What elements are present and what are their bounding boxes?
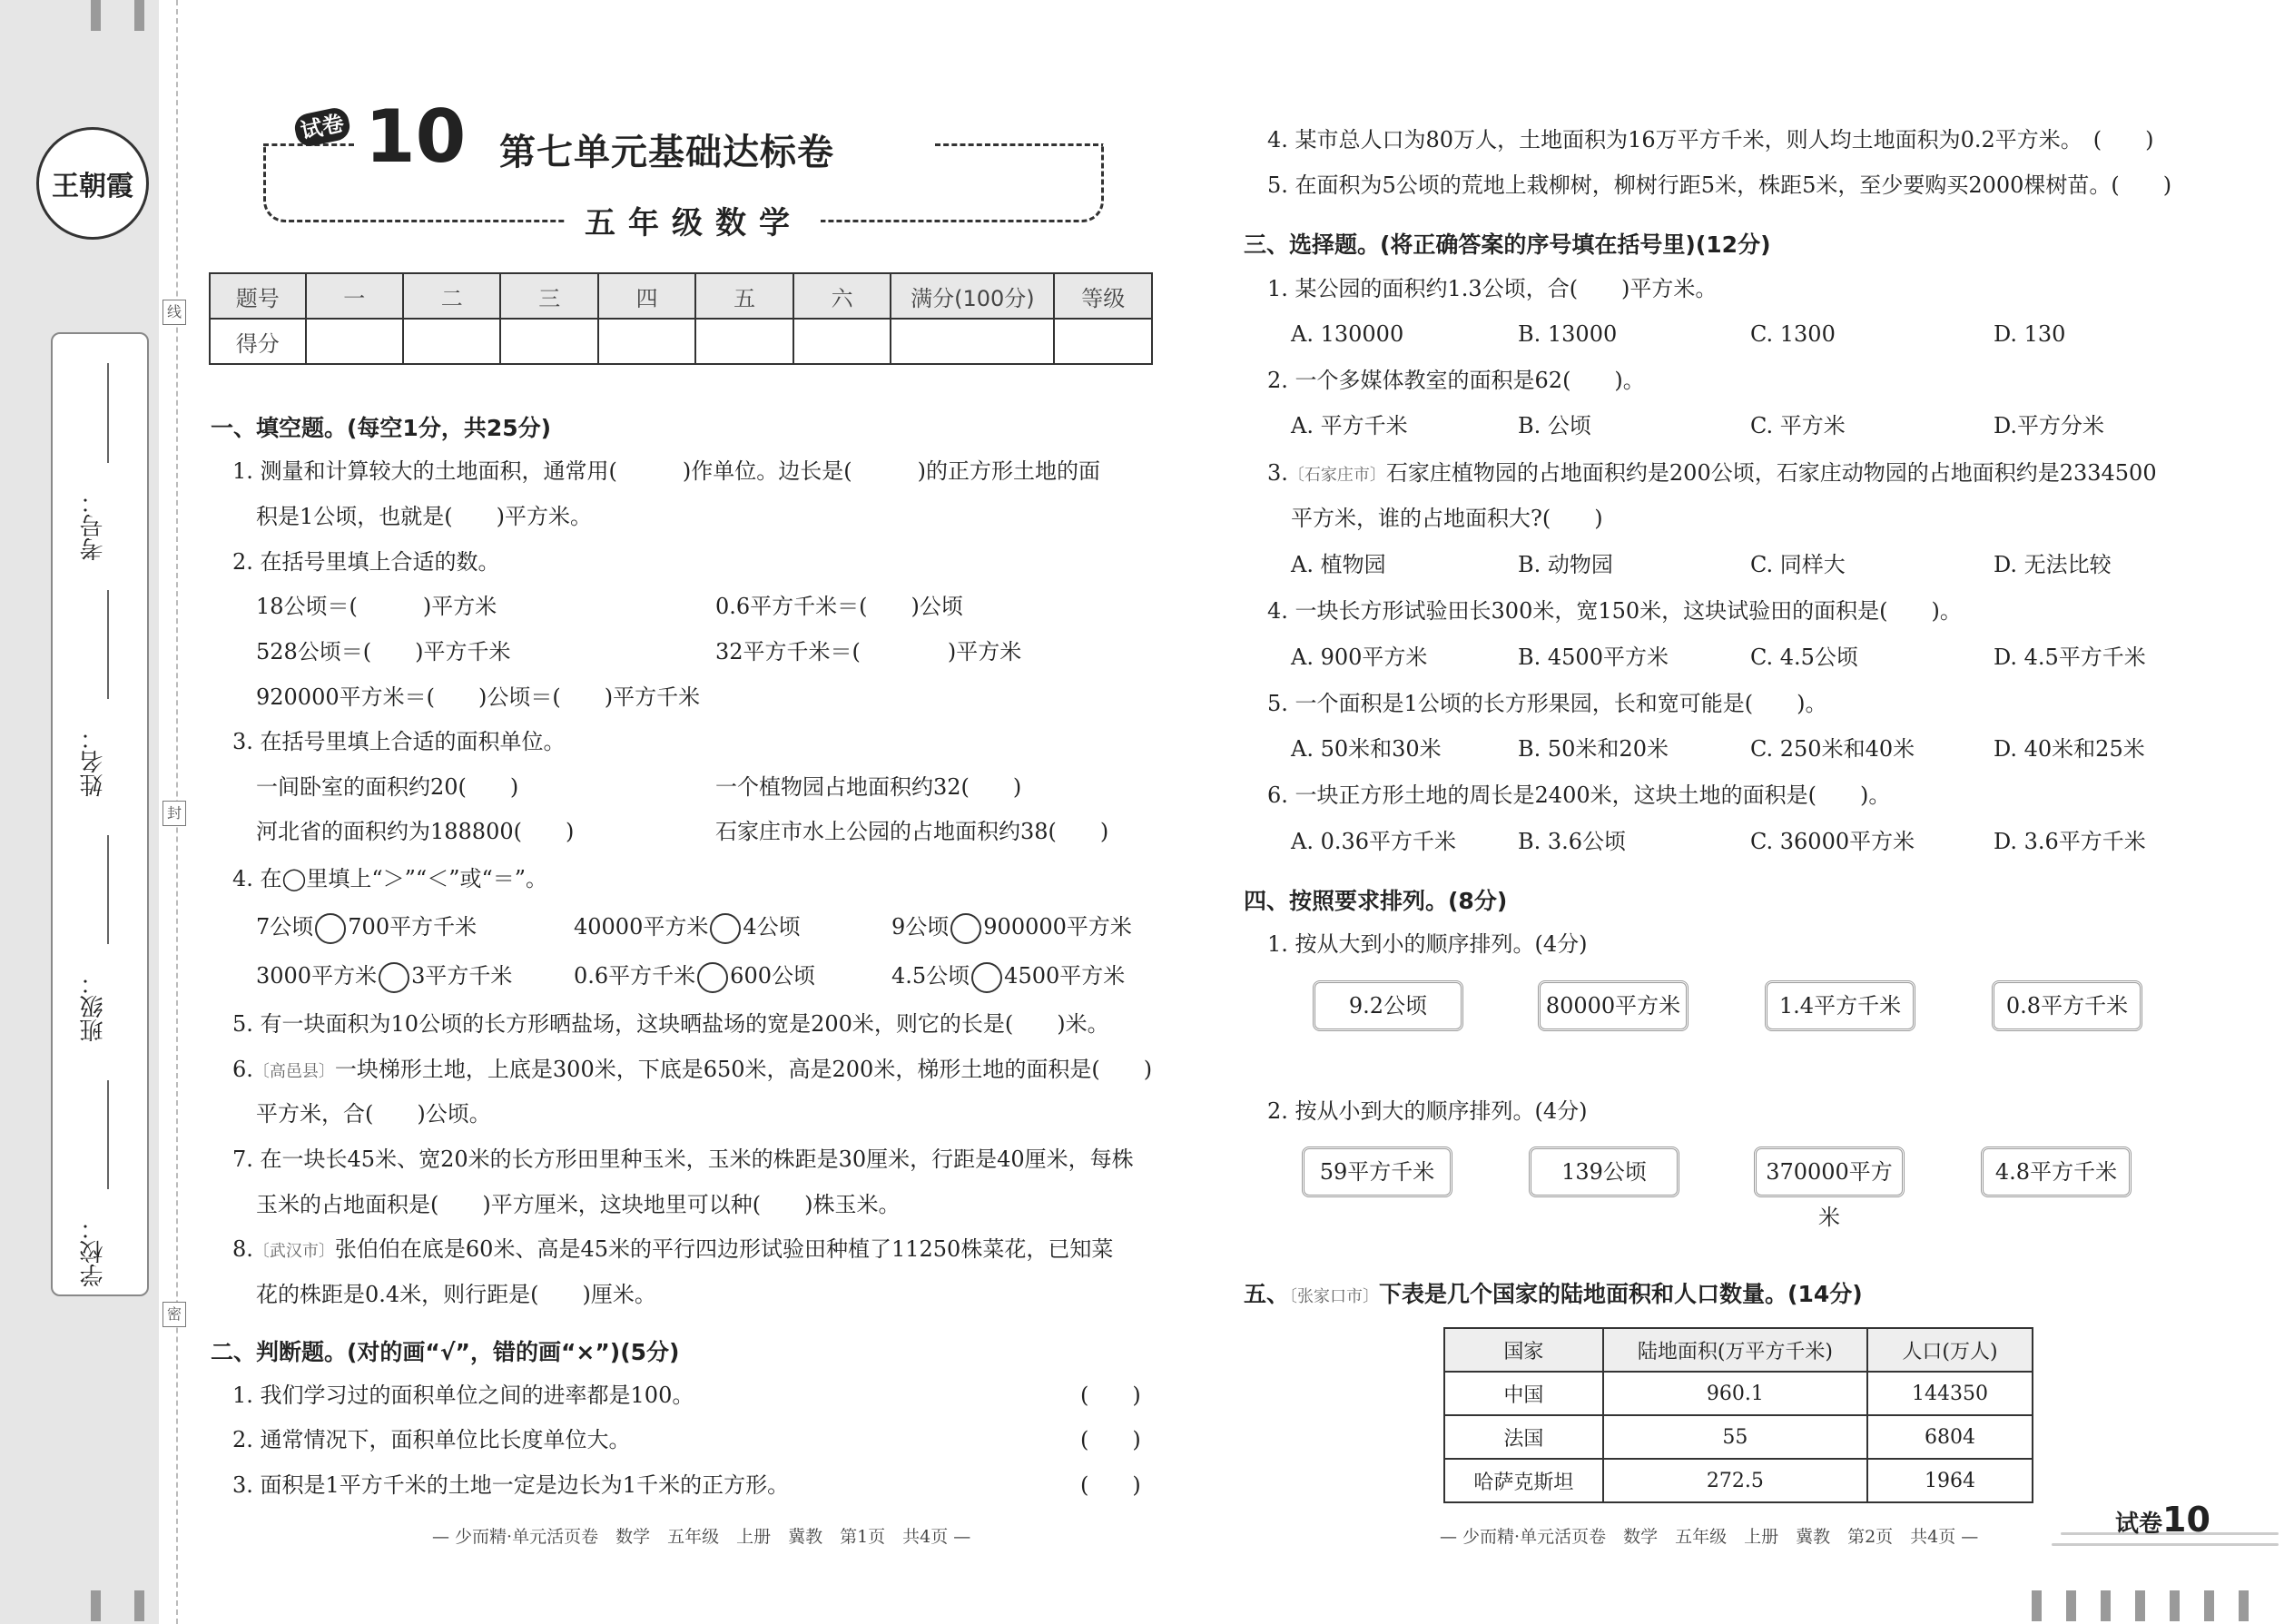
- table-cell: 55: [1603, 1415, 1867, 1459]
- table-cell: 6804: [1867, 1415, 2033, 1459]
- exam-badge: 试卷: [292, 105, 352, 149]
- option[interactable]: B. 50米和20米: [1518, 736, 1669, 762]
- option[interactable]: A. 植物园: [1291, 552, 1386, 577]
- question-text: 1. 我们学习过的面积单位之间的进率都是100。: [232, 1383, 694, 1408]
- question-text: 32平方千米＝( )平方米: [715, 639, 1022, 664]
- section-3-title: 三、选择题。(将正确答案的序号填在括号里)(12分): [1244, 231, 1771, 258]
- page-subtitle: 五年级数学: [566, 198, 821, 242]
- question-text: 石家庄市水上公园的占地面积约38( ): [715, 819, 1109, 844]
- option[interactable]: A. 50米和30米: [1291, 736, 1442, 762]
- score-cell[interactable]: [1054, 319, 1152, 364]
- table-header: 国家: [1444, 1328, 1603, 1372]
- table-cell: 1964: [1867, 1459, 2033, 1502]
- tick-mark: [91, 1590, 101, 1621]
- question-text: 2. 一个多媒体教室的面积是62( )。: [1267, 368, 1645, 393]
- compare-item: 4.5公顷 4500平方米: [891, 961, 1125, 993]
- sort-item[interactable]: 4.8平方千米: [1981, 1147, 2132, 1197]
- question-text: 528公顷＝( )平方千米: [256, 639, 511, 664]
- sort-item[interactable]: 370000平方米: [1754, 1147, 1905, 1197]
- sort-item[interactable]: 1.4平方千米: [1765, 980, 1915, 1031]
- question-text: 一间卧室的面积约20( ): [256, 774, 519, 800]
- page-title: 第七单元基础达标卷: [499, 132, 834, 173]
- compare-circle[interactable]: [950, 913, 981, 944]
- tick-mark: [2032, 1590, 2042, 1621]
- page-footer: — 少而精·单元活页卷 数学 五年级 上册 冀教 第2页 共4页 —: [1440, 1527, 1979, 1547]
- sort-item[interactable]: 9.2公顷: [1313, 980, 1463, 1031]
- option[interactable]: A. 130000: [1291, 321, 1404, 347]
- score-cell[interactable]: [306, 319, 403, 364]
- question-text: 4. 在◯里填上“＞”“＜”或“＝”。: [232, 866, 548, 891]
- score-header: 四: [598, 273, 695, 319]
- question-text: 0.6平方千米＝( )公顷: [715, 594, 963, 619]
- question-text: 5. 有一块面积为10公顷的长方形晒盐场，这块晒盐场的宽是200米，则它的长是( )米。: [232, 1011, 1109, 1037]
- exam-badge-footer: 试卷10: [2115, 1500, 2210, 1540]
- question-text: 3. 面积是1平方千米的土地一定是边长为1千米的正方形。: [232, 1472, 790, 1498]
- table-cell: 法国: [1444, 1415, 1603, 1459]
- table-row: [1444, 1459, 2033, 1502]
- table-header: 人口(万人): [1867, 1328, 2033, 1372]
- seal-char: 封: [162, 801, 186, 826]
- question-text: 1. 测量和计算较大的土地面积，通常用( )作单位。边长是( )的正方形土地的面: [232, 458, 1100, 484]
- option[interactable]: D. 130: [1994, 321, 2066, 347]
- answer-paren[interactable]: ( ): [1080, 1383, 1141, 1408]
- option[interactable]: B. 动物园: [1518, 552, 1613, 577]
- question-text: 6. 一块正方形土地的周长是2400米，这块土地的面积是( )。: [1267, 782, 1891, 808]
- tick-mark: [2066, 1590, 2076, 1621]
- option[interactable]: D. 4.5平方千米: [1994, 645, 2146, 670]
- option[interactable]: A. 0.36平方千米: [1291, 829, 1457, 854]
- exam-number-label: 考号：: [80, 490, 107, 561]
- score-header: 五: [695, 273, 793, 319]
- region-tag: 〔张家口市〕: [1289, 1287, 1380, 1306]
- table-cell: 144350: [1867, 1372, 2033, 1415]
- option[interactable]: D.平方分米: [1994, 413, 2105, 438]
- compare-item: 0.6平方千米 600公顷: [574, 961, 815, 993]
- score-cell[interactable]: [793, 319, 891, 364]
- seal-char: 线: [162, 300, 186, 325]
- question-text: 1. 按从大到小的顺序排列。(4分): [1267, 931, 1588, 957]
- section-2-title: 二、判断题。(对的画“√”，错的画“×”)(5分): [211, 1339, 680, 1365]
- score-header: 等级: [1054, 273, 1152, 319]
- option[interactable]: A. 900平方米: [1291, 645, 1428, 670]
- tick-mark: [2170, 1590, 2180, 1621]
- score-cell[interactable]: [500, 319, 597, 364]
- student-info-box: [51, 332, 149, 1296]
- question-text: 2. 通常情况下，面积单位比长度单位大。: [232, 1427, 631, 1452]
- score-header: 三: [500, 273, 597, 319]
- compare-item: 9公顷 900000平方米: [891, 912, 1132, 944]
- answer-paren[interactable]: ( ): [1080, 1472, 1141, 1498]
- score-header: 题号: [210, 273, 306, 319]
- name-field[interactable]: [107, 590, 109, 699]
- question-text: 1. 某公园的面积约1.3公顷，合( )平方米。: [1267, 276, 1718, 301]
- tick-mark: [2101, 1590, 2111, 1621]
- score-cell[interactable]: [403, 319, 500, 364]
- country-table: [1443, 1327, 2033, 1503]
- answer-paren[interactable]: ( ): [1080, 1427, 1141, 1452]
- name-label: 姓名：: [80, 726, 107, 797]
- sort-item[interactable]: 0.8平方千米: [1992, 980, 2142, 1031]
- question-text: 4. 一块长方形试验田长300米，宽150米，这块试验田的面积是( )。: [1267, 598, 1962, 624]
- question-text: 2. 按从小到大的顺序排列。(4分): [1267, 1098, 1588, 1124]
- school-label: 学校：: [80, 1216, 107, 1287]
- option[interactable]: C. 平方米: [1750, 413, 1846, 438]
- tick-mark: [91, 0, 101, 31]
- question-text: 一个植物园占地面积约32( ): [715, 774, 1022, 800]
- table-row: [1444, 1415, 2033, 1459]
- compare-item: 40000平方米 4公顷: [574, 912, 801, 944]
- table-cell: 272.5: [1603, 1459, 1867, 1502]
- question-text: 8.〔武汉市〕张伯伯在底是60米、高是45米的平行四边形试验田种植了11250株菜花，已知菜: [232, 1236, 1114, 1262]
- compare-circle[interactable]: [971, 962, 1002, 993]
- school-field[interactable]: [107, 1080, 109, 1189]
- sort-item[interactable]: 80000平方米: [1538, 980, 1689, 1031]
- sort-item[interactable]: 139公顷: [1529, 1147, 1679, 1197]
- question-text: 积是1公顷，也就是( )平方米。: [256, 504, 592, 529]
- tick-mark: [2239, 1590, 2249, 1621]
- question-text: 平方米，合( )公顷。: [256, 1101, 491, 1127]
- question-text: 河北省的面积约为188800( ): [256, 819, 575, 844]
- table-cell: 中国: [1444, 1372, 1603, 1415]
- option[interactable]: C. 36000平方米: [1750, 829, 1915, 854]
- option[interactable]: B. 3.6公顷: [1518, 829, 1627, 854]
- question-text: 平方米，谁的占地面积大?( ): [1291, 506, 1603, 531]
- compare-circle[interactable]: [697, 962, 728, 993]
- question-text: 7. 在一块长45米、宽20米的长方形田里种玉米，玉米的株距是30厘米，行距是40厘米，每株: [232, 1147, 1134, 1172]
- exam-number-field[interactable]: [107, 363, 109, 463]
- option[interactable]: B. 4500平方米: [1518, 645, 1669, 670]
- option[interactable]: D. 3.6平方千米: [1994, 829, 2146, 854]
- class-label: 班级：: [80, 971, 107, 1042]
- exam-number: 10: [365, 94, 467, 179]
- question-text: 2. 在括号里填上合适的数。: [232, 549, 500, 575]
- option[interactable]: C. 同样大: [1750, 552, 1846, 577]
- seal-char: 密: [162, 1302, 186, 1327]
- table-row: [1444, 1372, 2033, 1415]
- tick-mark: [134, 1590, 144, 1621]
- score-row-label: 得分: [210, 319, 306, 364]
- compare-circle[interactable]: [710, 913, 741, 944]
- section-5-title: 五、〔张家口市〕下表是几个国家的陆地面积和人口数量。(14分): [1244, 1281, 1863, 1307]
- question-text: 3. 在括号里填上合适的面积单位。: [232, 729, 566, 754]
- tick-mark: [2204, 1590, 2214, 1621]
- question-text: 花的株距是0.4米，则行距是( )厘米。: [256, 1282, 656, 1307]
- question-text: 18公顷＝( )平方米: [256, 594, 497, 619]
- publisher-logo: 王朝霞: [36, 127, 149, 240]
- score-header: 一: [306, 273, 403, 319]
- tick-mark: [134, 0, 144, 31]
- option[interactable]: D. 无法比较: [1994, 552, 2112, 577]
- table-cell: 960.1: [1603, 1372, 1867, 1415]
- sort-item[interactable]: 59平方千米: [1302, 1147, 1452, 1197]
- question-text: 920000平方米＝( )公顷＝( )平方千米: [256, 684, 701, 710]
- table-cell: 哈萨克斯坦: [1444, 1459, 1603, 1502]
- option[interactable]: D. 40米和25米: [1994, 736, 2145, 762]
- score-header: 满分(100分): [891, 273, 1054, 319]
- compare-circle[interactable]: [315, 913, 346, 944]
- question-text: 5. 在面积为5公顷的荒地上栽柳树，柳树行距5米，株距5米，至少要购买2000棵树苗。( ): [1267, 172, 2172, 198]
- option[interactable]: C. 1300: [1750, 321, 1836, 347]
- question-text: 4. 某市总人口为80万人，土地面积为16万平方千米，则人均土地面积为0.2平方米。 ( ): [1267, 127, 2154, 153]
- score-cell[interactable]: [695, 319, 793, 364]
- question-text: 玉米的占地面积是( )平方厘米，这块地里可以种( )株玉米。: [256, 1192, 901, 1217]
- compare-circle[interactable]: [379, 962, 409, 993]
- question-text: 3.〔石家庄市〕石家庄植物园的占地面积约是200公顷，石家庄动物园的占地面积约是2334500: [1267, 460, 2157, 486]
- option[interactable]: B. 13000: [1518, 321, 1618, 347]
- decor-wave: [2052, 1543, 2279, 1546]
- header-dash: [935, 143, 1098, 146]
- score-table: [209, 272, 1153, 365]
- option[interactable]: C. 250米和40米: [1750, 736, 1915, 762]
- section-1-title: 一、填空题。(每空1分，共25分): [211, 415, 552, 441]
- question-text: 5. 一个面积是1公顷的长方形果园，长和宽可能是( )。: [1267, 691, 1827, 716]
- score-header: 二: [403, 273, 500, 319]
- question-text: 6.〔高邑县〕一块梯形土地，上底是300米，下底是650米，高是200米，梯形土地的面积是( ): [232, 1057, 1153, 1082]
- score-header: 六: [793, 273, 891, 319]
- option[interactable]: C. 4.5公顷: [1750, 645, 1858, 670]
- table-header: 陆地面积(万平方千米): [1603, 1328, 1867, 1372]
- option[interactable]: B. 公顷: [1518, 413, 1591, 438]
- class-field[interactable]: [107, 835, 109, 944]
- page-footer: — 少而精·单元活页卷 数学 五年级 上册 冀教 第1页 共4页 —: [432, 1527, 971, 1547]
- score-cell[interactable]: [598, 319, 695, 364]
- option[interactable]: A. 平方千米: [1291, 413, 1408, 438]
- region-tag: 〔高邑县〕: [252, 1062, 335, 1081]
- section-4-title: 四、按照要求排列。(8分): [1244, 888, 1508, 914]
- region-tag: 〔石家庄市〕: [1287, 466, 1386, 485]
- compare-item: 7公顷 700平方千米: [256, 912, 477, 944]
- region-tag: 〔武汉市〕: [252, 1242, 335, 1261]
- tick-mark: [2135, 1590, 2145, 1621]
- compare-item: 3000平方米 3平方千米: [256, 961, 512, 993]
- score-cell[interactable]: [891, 319, 1054, 364]
